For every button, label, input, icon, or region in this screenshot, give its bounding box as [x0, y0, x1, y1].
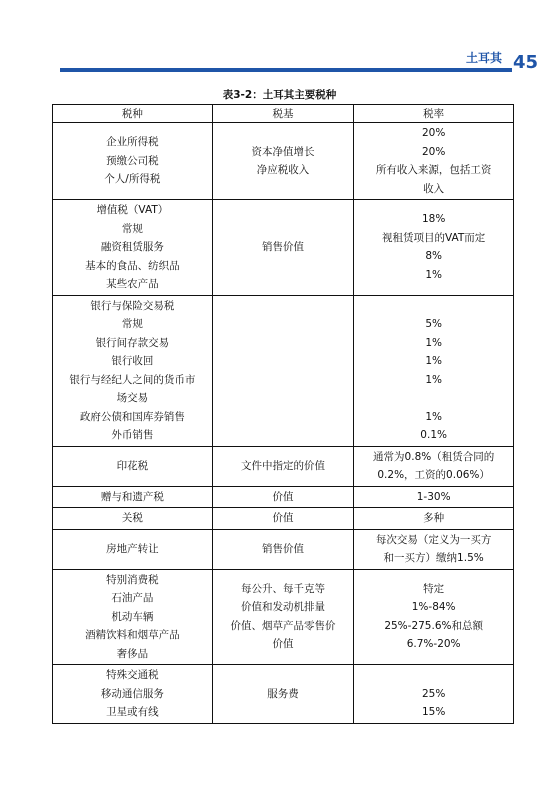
page-number: 45: [513, 52, 539, 73]
cell-tax-rate: [354, 508, 514, 530]
table-body: [53, 123, 514, 724]
cell-line: 印花税: [116, 459, 149, 472]
cell-line: 服务费: [267, 687, 299, 700]
cell-line: 石油产品: [111, 592, 154, 604]
cell-tax-base: [212, 665, 354, 724]
cell-tax-rate: [354, 446, 514, 486]
cell-tax-type: [53, 446, 213, 486]
cell-line: 25%-275.6%和总额: [384, 619, 483, 632]
table-row: [53, 486, 514, 508]
cell-line: 酒精饮料和烟草产品: [85, 629, 180, 641]
cell-line: 常规: [121, 318, 143, 330]
cell-line: 机动车辆: [111, 610, 154, 623]
header-rule: [60, 68, 512, 72]
cell-line: 企业所得税: [106, 136, 159, 149]
cell-tax-rate: [354, 123, 514, 200]
table-row: [53, 200, 514, 296]
cell-line: 资本净值增长: [251, 145, 315, 158]
cell-line: 外币销售: [111, 429, 154, 441]
cell-line: 1%: [425, 355, 442, 367]
cell-tax-type: [53, 529, 213, 569]
header-tax-base: 税基: [212, 105, 354, 123]
cell-line: 文件中指定的价值: [240, 459, 325, 472]
table-row: [53, 446, 514, 486]
table-caption: 表3-2：土耳其主要税种: [222, 89, 337, 101]
cell-line: 15%: [421, 706, 446, 718]
cell-line: 销售价值: [261, 542, 304, 555]
cell-line: 价值: [272, 638, 294, 651]
cell-line: 增值税（VAT）: [96, 204, 169, 216]
cell-line: 个人/所得税: [104, 173, 161, 186]
cell-tax-type: [53, 569, 213, 665]
header-tax-type: 税种: [53, 105, 213, 123]
cell-line: 1%: [425, 268, 442, 281]
cell-line: 0.1%: [420, 429, 447, 441]
section-title: 土耳其: [466, 51, 503, 65]
tax-table: [52, 104, 514, 724]
cell-line: 销售价值: [261, 241, 304, 253]
cell-tax-base: [212, 569, 354, 665]
spacer-line: [358, 666, 509, 685]
cell-line: 银行与保险交易税: [90, 299, 175, 312]
cell-tax-rate: [354, 569, 514, 665]
cell-tax-rate: [354, 295, 514, 446]
cell-tax-rate: [354, 486, 514, 508]
cell-line: 所有收入来源，包括工资: [375, 164, 492, 176]
cell-line: 某些农产品: [106, 278, 159, 290]
cell-tax-base: [212, 529, 354, 569]
table-header-row: [53, 105, 514, 123]
cell-tax-type: [53, 123, 213, 200]
cell-line: 卫星或有线: [106, 706, 159, 718]
cell-line: 净应税收入: [256, 164, 310, 176]
cell-line: 银行与经纪人之间的货币市: [69, 373, 196, 386]
cell-line: 20%: [421, 127, 446, 139]
cell-tax-rate: [354, 665, 514, 724]
table-row: [53, 569, 514, 665]
cell-line: 1-30%: [416, 490, 451, 503]
cell-tax-type: [53, 486, 213, 508]
cell-line: 特别消费税: [106, 573, 159, 586]
cell-line: 特殊交通税: [106, 669, 159, 681]
header-tax-rate: 税率: [354, 105, 514, 123]
cell-line: 每公升、每千克等: [240, 582, 325, 595]
cell-line: 关税: [121, 512, 143, 524]
cell-tax-type: [53, 295, 213, 446]
cell-line: 常规: [121, 222, 143, 235]
cell-line: 1%-84%: [411, 601, 456, 614]
cell-line: 收入: [423, 182, 445, 195]
cell-line: 和一买方）缴纳1.5%: [383, 552, 484, 564]
cell-tax-rate: [354, 200, 514, 296]
cell-line: 1%: [425, 336, 442, 349]
table-row: [53, 295, 514, 446]
cell-line: 5%: [425, 318, 442, 330]
cell-line: 赠与和遗产税: [100, 490, 164, 503]
cell-line: 银行收回: [111, 355, 154, 367]
cell-line: 价值: [272, 490, 294, 503]
cell-line: 基本的食品、纺织品: [85, 259, 180, 272]
cell-tax-rate: [354, 529, 514, 569]
spacer-line: [358, 297, 509, 316]
cell-line: 政府公债和国库券销售: [79, 410, 185, 423]
table-row: [53, 529, 514, 569]
cell-tax-type: [53, 665, 213, 724]
cell-line: 8%: [425, 250, 442, 263]
cell-line: 价值: [272, 512, 294, 524]
cell-line: 预缴公司税: [106, 154, 159, 167]
cell-tax-base: [212, 123, 354, 200]
cell-line: 25%: [421, 687, 446, 700]
cell-tax-base: [212, 200, 354, 296]
cell-line: 场交易: [116, 392, 149, 404]
cell-line: 6.7%-20%: [406, 638, 461, 651]
cell-line: 多种: [423, 512, 445, 524]
cell-line: 价值、烟草产品零售价: [230, 619, 336, 632]
cell-line: 奢侈品: [116, 647, 149, 660]
table-row: [53, 508, 514, 530]
cell-line: 融资租赁服务: [100, 241, 164, 253]
cell-line: 0.2%，工资的0.06%）: [377, 469, 490, 481]
cell-line: 18%: [421, 213, 446, 226]
cell-line: 房地产转让: [106, 542, 159, 555]
cell-tax-base: [212, 446, 354, 486]
cell-tax-type: [53, 200, 213, 296]
cell-line: 特定: [423, 582, 445, 595]
cell-line: 通常为0.8%（租赁合同的: [373, 450, 495, 463]
cell-line: 1%: [425, 373, 442, 386]
cell-line: 移动通信服务: [100, 687, 164, 700]
cell-line: 银行间存款交易: [95, 336, 170, 349]
cell-tax-base: [212, 486, 354, 508]
cell-line: 视租赁项目的VAT而定: [382, 231, 486, 244]
cell-line: 1%: [425, 410, 442, 423]
spacer-line: [358, 389, 509, 408]
cell-tax-base: [212, 508, 354, 530]
cell-tax-type: [53, 508, 213, 530]
cell-tax-base: [212, 295, 354, 446]
table-row: [53, 665, 514, 724]
cell-line: 每次交易（定义为一买方: [375, 533, 492, 546]
cell-line: 20%: [421, 145, 446, 158]
table-row: [53, 123, 514, 200]
cell-line: 价值和发动机排量: [240, 601, 325, 614]
